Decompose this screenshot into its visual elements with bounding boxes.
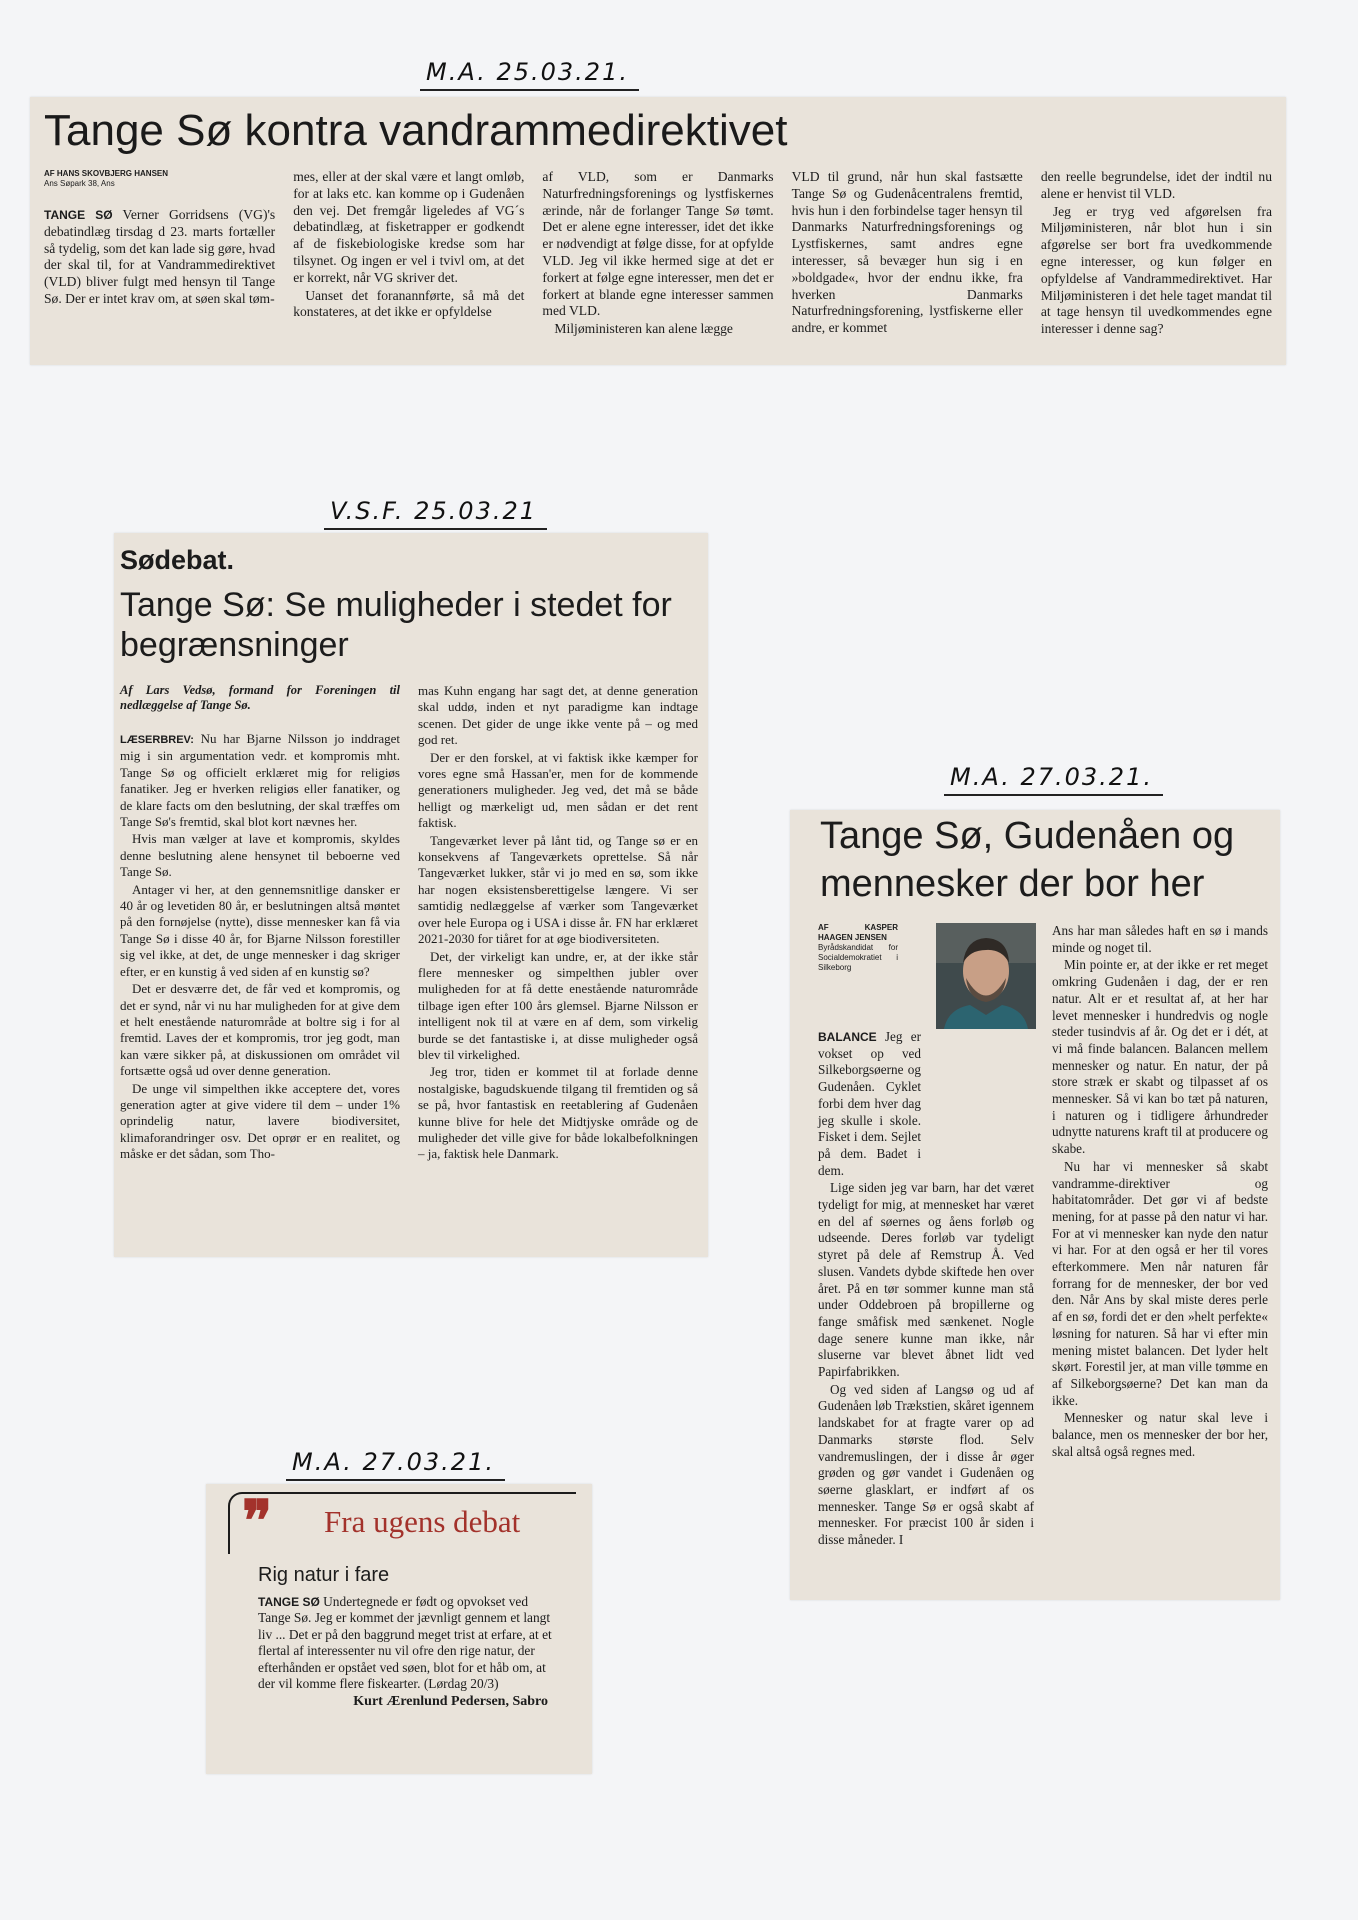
signature: Kurt Ærenlund Pedersen, Sabro	[353, 1694, 548, 1710]
body-text: Verner Gorridsens (VG)'s debatindlæg tirsdag d 23. marts fortæller så tydelig, som det kan lade sig gøre, hvad der skal til, for at Vandrammedirektivet (VLD) bliver fulgt med hensyn til Tange Sø. Der er intet krav om, at søen skal tøm-	[44, 207, 276, 306]
clipping-article-4	[206, 1484, 592, 1774]
byline-address: Ans Søpark 38, Ans	[44, 179, 115, 188]
body-text: Hvis man vælger at lave et kompromis, skyldes denne beslutning alene hensynet til beboerne ved Tange Sø.	[120, 831, 400, 880]
lead-word: TANGE SØ	[258, 1595, 320, 1609]
article-column	[120, 683, 400, 1164]
body-text: De unge vil simpelthen ikke acceptere det, vores generation agter at give videre til dem – under 1% oprindelig natur, lavere biodiversitet, klimaforandringer osv. Det oprør er en realitet, og måske er det sådan, som Tho-	[120, 1080, 400, 1162]
section-kicker: Sødebat.	[120, 545, 235, 575]
body-text: Der er den forskel, at vi faktisk ikke kæmper for vores egne små Hassan'er, men for de kommende generationers muligheder. Jeg ved, det må se både helligt og mærkeligt ud, men sådan er det rent faktisk.	[418, 749, 698, 831]
article-column	[44, 169, 275, 339]
author-photo	[936, 923, 1036, 1029]
article-column	[1052, 923, 1268, 1550]
body-text: Uanset det foranannførte, så må det konstateres, at det ikke er opfyldelse	[293, 287, 525, 320]
body-text: Tangeværket lever på lånt tid, og Tange sø er en konsekvens af Tangeværkets oprettelse. Så når Tangeværket lukker, står vi jo med en sø, som ikke har nogen eksistensberettigelse længere. Vi ser samtidig nedlæggelse af værker som Tangeværket over hele Europa og i USA i disse år. FN har erklæret 2021-2030 for tiåret for at øge biodiversiteten.	[418, 832, 698, 947]
article-column	[542, 169, 773, 339]
byline-role: Byrådskandidat for Socialdemokratiet i Silkeborg	[818, 943, 898, 972]
body-text: Det er desværre det, de får ved et kompromis, og det er synd, når vi nu har muligheden for at give dem et helt enestående naturområde at boltre sig i for al fremtid. Laves der et kompromis, tror jeg godt, man kan være sikker på, at diskussionen om området vil fortsætte også ud over denne generation.	[120, 981, 400, 1079]
article-column	[792, 169, 1023, 339]
handwritten-date-note: M.A. 25.03.21.	[426, 58, 629, 86]
handwritten-date-note: M.A. 27.03.21.	[292, 1448, 495, 1476]
article-columns	[44, 169, 1272, 339]
handwritten-date-note: M.A. 27.03.21.	[950, 763, 1153, 791]
body-text: Og ved siden af Langsø og ud af Gudenåen løb Trækstien, skåret igennem landskabet for at fragte varer op ad Danmarks største flod. Selv vandremuslingen, der i disse år øger grøden og gør vandet i Gudenåen og søerne glasklart, er indført af os mennesker. Tange Sø er også skabt af mennesker. For præcist 100 år siden i disse måneder. I	[818, 1381, 1034, 1548]
quote-icon: ❞	[242, 1491, 273, 1553]
byline-name: AF HANS SKOVBJERG HANSEN	[44, 169, 169, 178]
body-text: den reelle begrundelse, idet der indtil nu alene er henvist til VLD.	[1040, 169, 1273, 201]
section-title: Fra ugens debat	[324, 1504, 521, 1539]
lead-word: LÆSERBREV:	[120, 734, 194, 746]
article-headline: Tange Sø: Se muligheder i stedet for begrænsninger	[120, 586, 672, 664]
article-body	[258, 1594, 552, 1711]
body-text: Min pointe er, at der ikke er ret meget omkring Gudenåen i dag, der er ren natur. Alt er et resultat af, at her har levet mennesker i hundredvis og nogle steder tusindvis af år. Og det er i dét, at vi må finde balancen. Balancen mellem mennesker og natur. En natur, der på store stræk er skabt og tilpasset af os mennesker. Så vi kan bo tæt på naturen, i naturen og i tidligere århundreder udnytte naturens kraft til at producere og skabe.	[1052, 957, 1268, 1157]
handwritten-date-note: V.S.F. 25.03.21	[330, 497, 537, 525]
body-text: af VLD, som er Danmarks Naturfredningsforenings og lystfiskernes ærinde, når de forlanger Tange Sø tømt. Det er alene egne interesser, idet det ikke er nødvendigt at følge disse, for at opfylde VLD. Jeg vil ikke hermed sige at det er forkert at følge egne interesser, men det er forkert at blande egne interesser sammen med VLD.	[542, 169, 774, 319]
body-text: Ans har man således haft en sø i mands minde og noget til.	[1052, 923, 1268, 955]
lead-word: TANGE SØ	[44, 208, 113, 222]
article-column	[818, 923, 1034, 1550]
body-text: VLD til grund, når hun skal fastsætte Tange Sø og Gudenåcentralens fremtid, hvis hun i den forbindelse tager hensyn til Danmarks Naturfredningsforenings og Lystfiskernes, samt andres egne interesser, så bevæger hun sig i en »boldgade«, hvor der endnu ikke, fra hverken Danmarks Naturfredningsforening, lystfiskerne eller andre, er kommet	[791, 169, 1023, 336]
body-text: Det, der virkeligt kan undre, er, at der ikke står flere mennesker og simpelthen jubler over muligheden for at få dette enestående naturområde tilbage igen efter 100 års glemsel. Bjarne Nilsson er intelligent nok til at være en af dem, som virkelig burde se det fantastiske i, at disse muligheder også blev til virkelighed.	[418, 948, 698, 1062]
article-column	[418, 683, 698, 1164]
body-text: Miljøministeren kan alene lægge	[554, 321, 733, 337]
article-headline: Tange Sø kontra vandrammedirektivet	[44, 106, 788, 155]
body-text: Jeg er vokset op ved Silkeborgsøerne og Gudenåen. Cyklet forbi dem hver dag jeg skulle i skole. Fisket i dem. Sejlet på dem. Badet i dem.	[818, 1029, 921, 1178]
body-text: Nu har vi mennesker så skabt vandramme-direktiver og habitatområder. Det gør vi af bedste mening, for at passe på den natur vi har. For at vi mennesker kan nyde den natur vi har. For at den også er her til vores efterkommere. Men når naturen får forrang for de mennesker, der bor ved den. Når Ans by skal miste deres perle af en sø, fordi det er den »helt perfekte« løsning for naturen. Så har vi efter min mening mistet balancen. Det lyder helt skørt. Forestil jer, at man ville tømme en af Silkeborgsøerne? Det kan man da ikke.	[1052, 1158, 1268, 1408]
clipping-article-2	[114, 533, 708, 1257]
article-column	[293, 169, 524, 339]
article-headline: Tange Sø, Gudenåen og mennesker der bor her	[820, 815, 1235, 905]
body-text: Mennesker og natur skal leve i balance, men os mennesker der bor her, skal altså også regnes med.	[1052, 1410, 1268, 1459]
article-columns	[818, 923, 1268, 1550]
lead-word: BALANCE	[818, 1030, 877, 1044]
article-column	[1041, 169, 1272, 339]
clipping-article-3	[790, 810, 1280, 1600]
body-text: Jeg tror, tiden er kommet til at forlade denne nostalgiske, bagudskuende tilgang til fremtiden og så se på, hvor fantastisk en reetablering af Gudenåen kunne blive for hele det Midtjyske område og de muligheder det ville give for både lokalbefolkningen – ja, faktisk hele Danmark.	[418, 1064, 698, 1162]
byline-name: AF KASPER HAAGEN JENSEN	[818, 923, 898, 942]
article-headline: Rig natur i fare	[258, 1564, 390, 1586]
body-text: Undertegnede er født og opvokset ved Tange Sø. Jeg er kommet der jævnligt gennem et langt liv ... Det er på den baggrund meget trist at erfare, at et flertal af interessenter nu vil ofre den rige natur, der efterhånden er opstået ved søen, blot for et håb om, at der vil komme flere fiskearter. (Lørdag 20/3)	[258, 1594, 552, 1692]
body-text: mes, eller at der skal være et langt omløb, for at laks etc. kan komme op i Gudenåen den vej. Det fremgår ligeledes af VG´s debatindlæg, at fisketrapper er godkendt af de fiskebiologiske kredse som har tilsynet. Og ingen er vel i tvivl om, at det er korrekt, når VG skriver det.	[293, 169, 525, 285]
byline: Af Lars Vedsø, formand for Foreningen til nedlæggelse af Tange Sø.	[120, 683, 400, 712]
clipping-article-1	[30, 97, 1286, 365]
body-text: Jeg er tryg ved afgørelsen fra Miljøministeren, når blot hun i sin afgørelse ser bort fra uvedkommende egne interesser, og kun følger en opfyldelse af Vandrammedirektivet. Har Miljøministeren i det hele taget mandat til at tage hensyn til uvedkommendes egne interesser i denne sag?	[1040, 203, 1273, 337]
body-text: Nu har Bjarne Nilsson jo inddraget mig i sin argumentation vedr. et kompromis mht. Tange Sø og officielt erklæret mig for religiøs fanatiker. Jeg er hverken religiøs eller fanatiker, og de klare facts om den beslutning, der skal træffes om Tange Sø's fremtid, skal blot kort nævnes her.	[120, 731, 401, 830]
body-text: Antager vi her, at den gennemsnitlige dansker er 40 år og levetiden 80 år, er beslutningen altså møntet på den fornøjelse (nytte), disse mennesker kan få via Tange Sø i disse 40 år, for Bjarne Nilsson forestiller sig vel ikke, at det, de unge mennesker i dag skriger efter, er en kunstig å ved siden af en kunstig sø?	[120, 881, 400, 979]
article-columns	[120, 683, 698, 1164]
body-text: Lige siden jeg var barn, har det været tydeligt for mig, at mennesket har været en del af søernes og åens forløb og udseende. Deres forløb var tydeligt styret på dele af Remstrup Å. Ved slusen. Vandets dybde skiftede hen over året. På en tør sommer kunne man stå under Oddebroen på bropillerne og fange småfisk med sænkenet. Nogle dage senere kunne man ikke, når sluserne var blevet åbnet lidt ved Papirfabrikken.	[818, 1180, 1034, 1380]
body-text: mas Kuhn engang har sagt det, at denne generation skal uddø, inden et nyt paradigme kan indtage scenen. Det gider de unge ikke vente på – og med god ret.	[418, 683, 698, 748]
